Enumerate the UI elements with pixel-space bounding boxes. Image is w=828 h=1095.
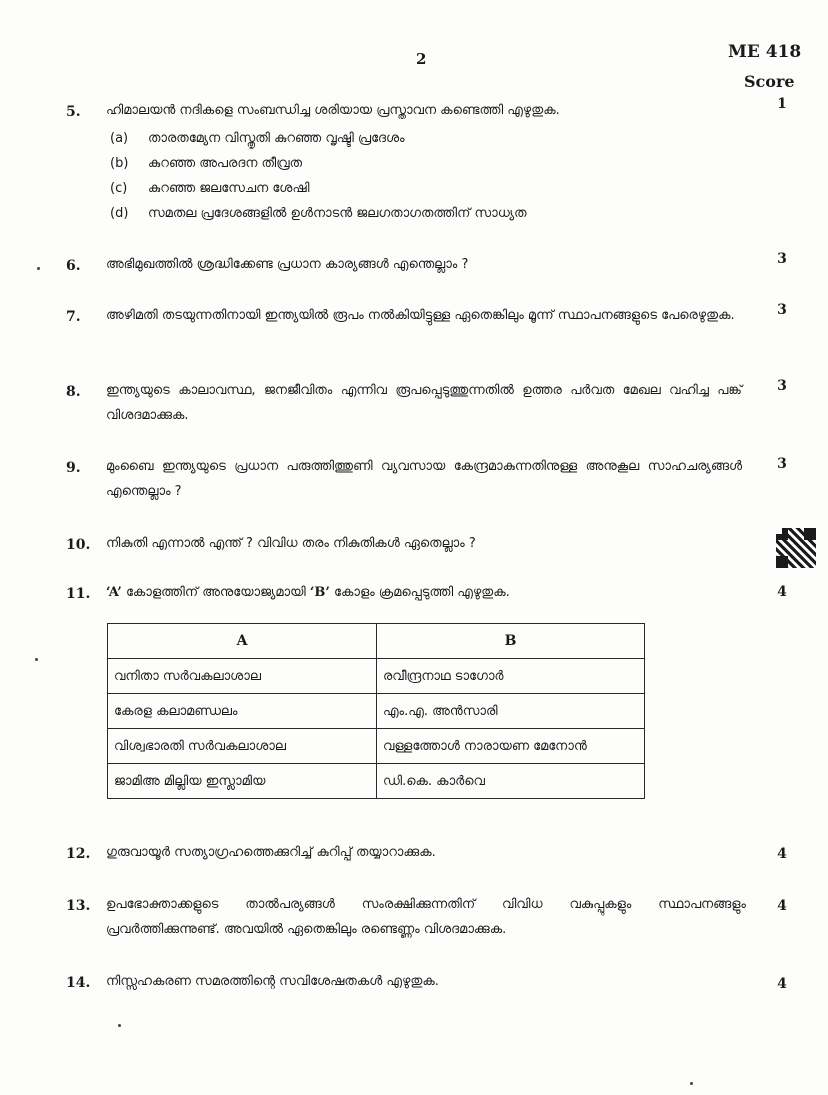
score-column-heading: Score <box>744 72 795 91</box>
question-number: 7. <box>66 309 81 325</box>
table-row <box>108 729 645 764</box>
question-score: 3 <box>777 251 787 267</box>
question-text: അഭിമുഖത്തിൽ ശ്രദ്ധിക്കേണ്ട പ്രധാന കാര്യങ്ങൾ എന്തെല്ലാം ? <box>106 257 469 272</box>
question-score: 3 <box>777 456 787 472</box>
option-label: (c) <box>110 181 128 196</box>
table-header-row <box>108 624 645 659</box>
table-cell: വിശ്വഭാരതി സർവകലാശാല <box>108 729 377 764</box>
table-cell: ജാമിഅ മില്ലിയ ഇസ്ലാമിയ <box>108 764 377 799</box>
question-text: ഹിമാലയൻ നദികളെ സംബന്ധിച്ച ശരിയായ പ്രസ്താവന കണ്ടെത്തി എഴുതുക. <box>106 103 560 118</box>
question-score: 3 <box>777 302 787 318</box>
question-score: 4 <box>777 584 787 600</box>
option-label: (d) <box>110 206 129 221</box>
table-cell: എം.എ. അൻസാരി <box>377 694 645 729</box>
option-text: സമതല പ്രദേശങ്ങളിൽ ഉൾനാടൻ ജലഗതാഗതത്തിന് സാധ്യത <box>148 206 527 221</box>
question-score: 1 <box>777 96 787 112</box>
question-number: 10. <box>66 537 91 553</box>
table-cell: രവീന്ദ്രനാഥ ടാഗോർ <box>377 659 645 694</box>
scan-speck <box>690 1082 693 1085</box>
option-label: (a) <box>110 131 129 146</box>
match-table <box>107 623 645 799</box>
question-score: 4 <box>777 846 787 862</box>
column-header-a: A <box>108 624 377 659</box>
question-text: ഗുരുവായൂർ സത്യാഗ്രഹത്തെക്കുറിച്ച് കുറിപ്പ് തയ്യാറാക്കുക. <box>106 845 436 860</box>
question-text: ഇന്ത്യയുടെ കാലാവസ്ഥ, ജനജീവിതം എന്നിവ രൂപപ്പെടുത്തുന്നതിൽ ഉത്തര പർവത മേഖല വഹിച്ച പങ്ക് വിശദമാക്കുക. <box>106 383 742 423</box>
question-number: 11. <box>66 586 91 602</box>
table-cell: വനിതാ സർവകലാശാല <box>108 659 377 694</box>
option-text: താരതമ്യേന വിസ്തൃതി കുറഞ്ഞ വൃഷ്ടി പ്രദേശം <box>148 131 405 146</box>
paper-code: ME 418 <box>728 42 802 62</box>
question-text: ഉപഭോക്താക്കളുടെ താൽപര്യങ്ങൾ സംരക്ഷിക്കുന്നതിന് വിവിധ വകുപ്പുകളും സ്ഥാപനങ്ങളും പ്രവർത്തിക്കുന്നുണ്ട്. അവയിൽ ഏതെങ്കിലും രണ്ടെണ്ണം വിശദമാക്കുക. <box>106 897 746 937</box>
scan-speck <box>35 658 38 661</box>
question-number: 14. <box>66 975 91 991</box>
question-text-part: കോളം ക്രമപ്പെടുത്തി എഴുതുക. <box>329 585 510 600</box>
question-number: 9. <box>66 460 81 476</box>
option-text: കുറഞ്ഞ ജലസേചന ശേഷി <box>148 181 310 196</box>
question-score: 4 <box>777 976 787 992</box>
table-row <box>108 764 645 799</box>
column-a-ref: ‘A’ <box>106 585 122 600</box>
question-number: 13. <box>66 898 91 914</box>
question-text: അഴിമതി തടയുന്നതിനായി ഇന്ത്യയിൽ രൂപം നൽകിയിട്ടുള്ള ഏതെങ്കിലും മൂന്ന് സ്ഥാപനങ്ങളുടെ പേരെഴുതുക. <box>106 308 735 323</box>
question-text: മുംബൈ ഇന്ത്യയുടെ പ്രധാന പരുത്തിത്തുണി വ്യവസായ കേന്ദ്രമാകുന്നതിനുള്ള അനുകൂല സാഹചര്യങ്ങൾ എന്തെല്ലാം ? <box>106 459 742 499</box>
question-text <box>106 580 746 605</box>
question-score: 4 <box>777 898 787 914</box>
table-row <box>108 694 645 729</box>
table-cell: കേരള കലാമണ്ഡലം <box>108 694 377 729</box>
column-header-b: B <box>377 624 645 659</box>
question-number: 6. <box>66 258 81 274</box>
question-text: നികുതി എന്നാൽ എന്ത് ? വിവിധ തരം നികുതികൾ ഏതെല്ലാം ? <box>106 536 476 551</box>
column-b-ref: ‘B’ <box>309 585 330 600</box>
question-number: 5. <box>66 104 81 120</box>
option-text: കുറഞ്ഞ അപരദന തീവ്രത <box>148 156 303 171</box>
table-cell: വള്ളത്തോൾ നാരായണ മേനോൻ <box>377 729 645 764</box>
question-number: 12. <box>66 846 91 862</box>
scan-speck <box>118 1024 121 1027</box>
qr-code <box>776 528 816 568</box>
question-score: 3 <box>777 378 787 394</box>
table-cell: ഡി.കെ. കാർവെ <box>377 764 645 799</box>
question-text-part: കോളത്തിന് അനുയോജ്യമായി <box>121 585 310 600</box>
question-number: 8. <box>66 384 81 400</box>
question-text: നിസ്സഹകരണ സമരത്തിന്റെ സവിശേഷതകൾ എഴുതുക. <box>106 974 439 989</box>
scan-speck <box>37 267 40 270</box>
page-number: 2 <box>416 50 427 68</box>
option-label: (b) <box>110 156 129 171</box>
table-row <box>108 659 645 694</box>
